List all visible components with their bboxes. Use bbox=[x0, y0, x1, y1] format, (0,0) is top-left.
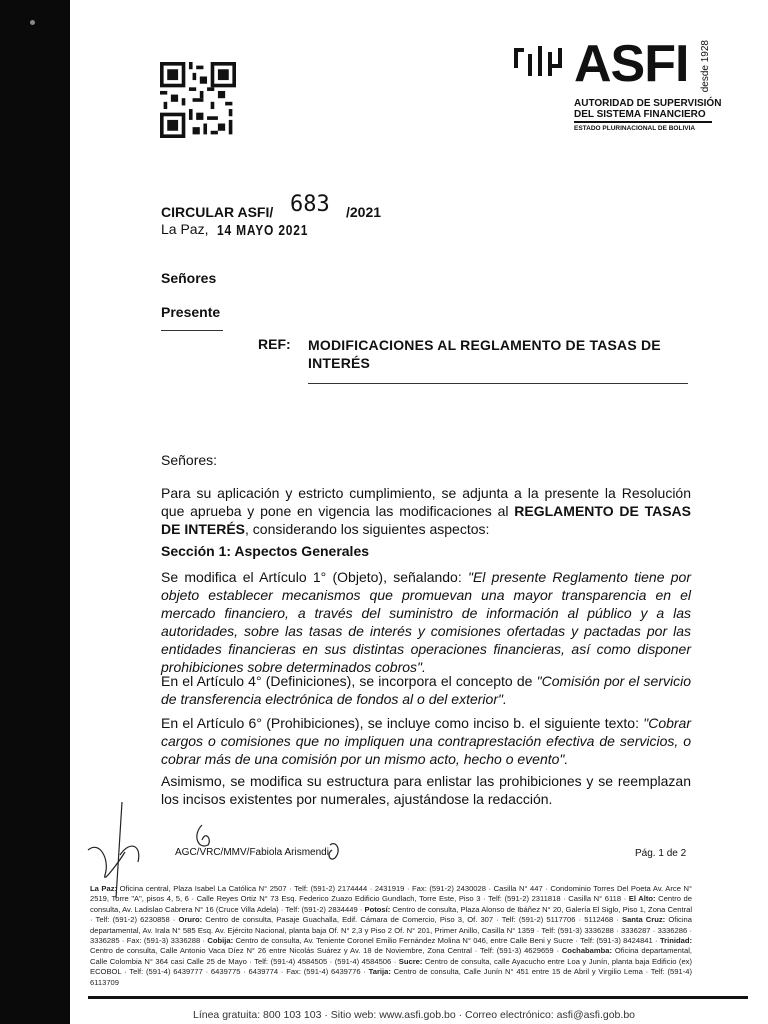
p3-text: En el Artículo 6° (Prohibiciones), se incluye como inciso b. el siguiente texto: bbox=[161, 715, 644, 731]
reference-initials: AGC/VRC/MMV/Fabiola Arismendi bbox=[175, 847, 329, 858]
footer-santacruz-label: Santa Cruz: bbox=[622, 915, 666, 925]
contact-line bbox=[0, 1009, 768, 1021]
footer-tarija-label: Tarija: bbox=[368, 967, 391, 977]
logo-wordmark: ASFI bbox=[574, 35, 689, 93]
section-title: Sección 1: Aspectos Generales bbox=[161, 543, 370, 559]
p2-text: En el Artículo 4° (Definiciones), se incorpora el concepto de bbox=[161, 673, 537, 689]
footer-cochabamba-label: Cochabamba: bbox=[561, 946, 613, 956]
footer-sucre: Centro de consulta, calle Ayacucho entre Loa y Junín, planta baja Edificio (ex) ECOBOL · Telf: (591-4) 6439777 · 6439775 · 6439774 · Fax: (591-4) 6439776 · bbox=[90, 956, 693, 977]
circular-year: /2021 bbox=[346, 204, 382, 220]
footer-cobija: Centro de consulta, Av. Teniente Coronel Emilio Fernández Molina N° 046, entre Calle Beni y Sucre · Telf: (591-3) 8424841 · bbox=[233, 936, 660, 946]
qr-code-icon bbox=[160, 62, 236, 138]
footer-trinidad: Centro de consulta, Calle Antonio Vaca Díez N° 26 entre Nicolás Suárez y Av. 18 de Noviembre, Zona Central · Telf: (591-3) 4629659 · bbox=[90, 946, 562, 956]
footer-oruro: Centro de consulta, Pasaje Guachalla, Edif. Cámara de Comercio, Piso 3, Of. 307 · Telf: (591-2) 5117706 · 5112468 · bbox=[202, 915, 622, 925]
date-stamp: 14 MAYO 2021 bbox=[217, 222, 309, 239]
logo-subtitle-2: DEL SISTEMA FINANCIERO bbox=[574, 109, 706, 120]
binding-hole bbox=[30, 20, 35, 25]
footer-oruro-label: Oruro: bbox=[178, 915, 203, 925]
footer-elalto: Centro de consulta, Av. Ladislao Cabrera N° 16 (Cruce Villa Adela) · Telf: (591-2) 2834449 · bbox=[90, 894, 692, 914]
footer-potosi: Centro de consulta, Plaza Alonso de Ibáñez N° 20, Galería El Siglo, Piso 1, Zona Central · Telf: (591-2) 6230858 · bbox=[90, 904, 693, 925]
logo-divider bbox=[574, 121, 712, 123]
logo-subtitle-1: AUTORIDAD DE SUPERVISIÓN bbox=[574, 98, 722, 109]
footer-trinidad-label: Trinidad: bbox=[659, 936, 692, 946]
footer-sucre-label: Sucre: bbox=[398, 956, 423, 966]
footer-tarija: Centro de consulta, Calle Junín N° 451 entre 15 de Abril y Virgilio Lema · Telf: (591-4) 6113709 bbox=[90, 967, 692, 987]
paragraph-article-4 bbox=[161, 672, 691, 708]
ref-text: MODIFICACIONES AL REGLAMENTO DE TASAS DE INTERÉS bbox=[308, 337, 661, 371]
intro-bold: REGLAMENTO DE TASAS DE INTERÉS bbox=[161, 503, 692, 537]
intro-text-1: Para su aplicación y estricto cumplimiento, se adjunta a la presente la Resolución que aprueba y pone en vigencia las modificaciones al bbox=[161, 485, 691, 519]
footer-lapaz: Oficina central, Plaza Isabel La Católica N° 2507 · Telf: (591-2) 2174444 · 2431919 · Fax: (591-2) 2430028 · Casilla N° 447 · Condominio Torres Del Poeta Av. Arce N° 2519, Torre "A", pisos 4, 5, 6 · Calle Reyes Ortiz N° 73 Esq. Federico Zuazo Edificio Gundlach, Torre Este, Piso 3 · Telf: (591-2) 2311818 · Casilla N° 6118 · bbox=[90, 884, 692, 904]
presente: Presente bbox=[161, 304, 221, 320]
addressee: Señores bbox=[161, 270, 217, 286]
paragraph-structure: Asimismo, se modifica su estructura para enlistar las prohibiciones y se reemplazan los incisos existentes por numerales, ajustándose la redacción. bbox=[161, 773, 691, 807]
footer-cochabamba: Oficina departamental, Calle Colombia N° 364 casi Calle 25 de Mayo · Telf: (591-4) 4584505 · (591-4) 4584506 · bbox=[90, 946, 692, 966]
ref-rule bbox=[308, 383, 688, 384]
footer-elalto-label: El Alto: bbox=[628, 894, 656, 904]
greeting: Señores: bbox=[161, 452, 218, 468]
p1-text: Se modifica el Artículo 1° (Objeto), señalando: bbox=[161, 569, 468, 585]
city: La Paz, bbox=[161, 221, 209, 237]
logo-subtitle-3: ESTADO PLURINACIONAL DE BOLIVIA bbox=[574, 125, 696, 132]
intro-text-2: , considerando los siguientes aspectos: bbox=[245, 521, 490, 537]
footer-potosi-label: Potosí: bbox=[364, 904, 391, 914]
logo-since: desde 1928 bbox=[700, 40, 711, 93]
scan-binding-edge bbox=[0, 0, 70, 1024]
ref-label: REF: bbox=[258, 336, 291, 352]
page-number: Pág. 1 de 2 bbox=[635, 848, 687, 859]
p3-quote: "Cobrar cargos o comisiones que no impliquen una contraprestación efectiva de servicios, o cobrar más de una comisión por un mismo acto, hecho o evento". bbox=[161, 715, 691, 767]
footer-cobija-label: Cobija: bbox=[207, 936, 234, 946]
presente-rule bbox=[161, 330, 223, 331]
paragraph-article-1 bbox=[161, 568, 691, 676]
circular-prefix: CIRCULAR ASFI/ bbox=[161, 204, 274, 220]
footer-divider bbox=[88, 996, 748, 999]
intro-paragraph bbox=[161, 484, 691, 538]
contact-text: Línea gratuita: 800 103 103 · Sitio web: www.asfi.gob.bo · Correo electrónico: asfi@asfi.gob.bo bbox=[193, 1009, 635, 1021]
circular-number: 683 bbox=[290, 192, 330, 217]
office-addresses bbox=[90, 884, 692, 988]
p1-quote: "El presente Reglamento tiene por objeto establecer mecanismos que promuevan una mayor transparencia en el mercado financiero, a través del suministro de información al público y a las autoridades, sobre las tasas de interés y comisiones ofertadas y pactadas por las entidades financieras en sus distintas operaciones financieras, así como disponer prohibiciones sobre determinados cobros". bbox=[161, 569, 691, 675]
footer-santacruz: Oficina departamental, Av. Irala N° 585 Esq. Av. Ejército Nacional, planta baja Of. N° 2,3 y Piso 2 Of. N° 201, Primer Anillo, Casilla N° 1359 · Telf: (591-3) 3336288 · 3336287 · 3336286 · 3336285 · Fax: (591-3) 3336288 · bbox=[90, 915, 692, 946]
paragraph-article-6 bbox=[161, 714, 691, 768]
footer-lapaz-label: La Paz: bbox=[90, 884, 118, 893]
p2-quote: "Comisión por el servicio de transferencia electrónica de fondos al o del exterior". bbox=[161, 673, 691, 707]
